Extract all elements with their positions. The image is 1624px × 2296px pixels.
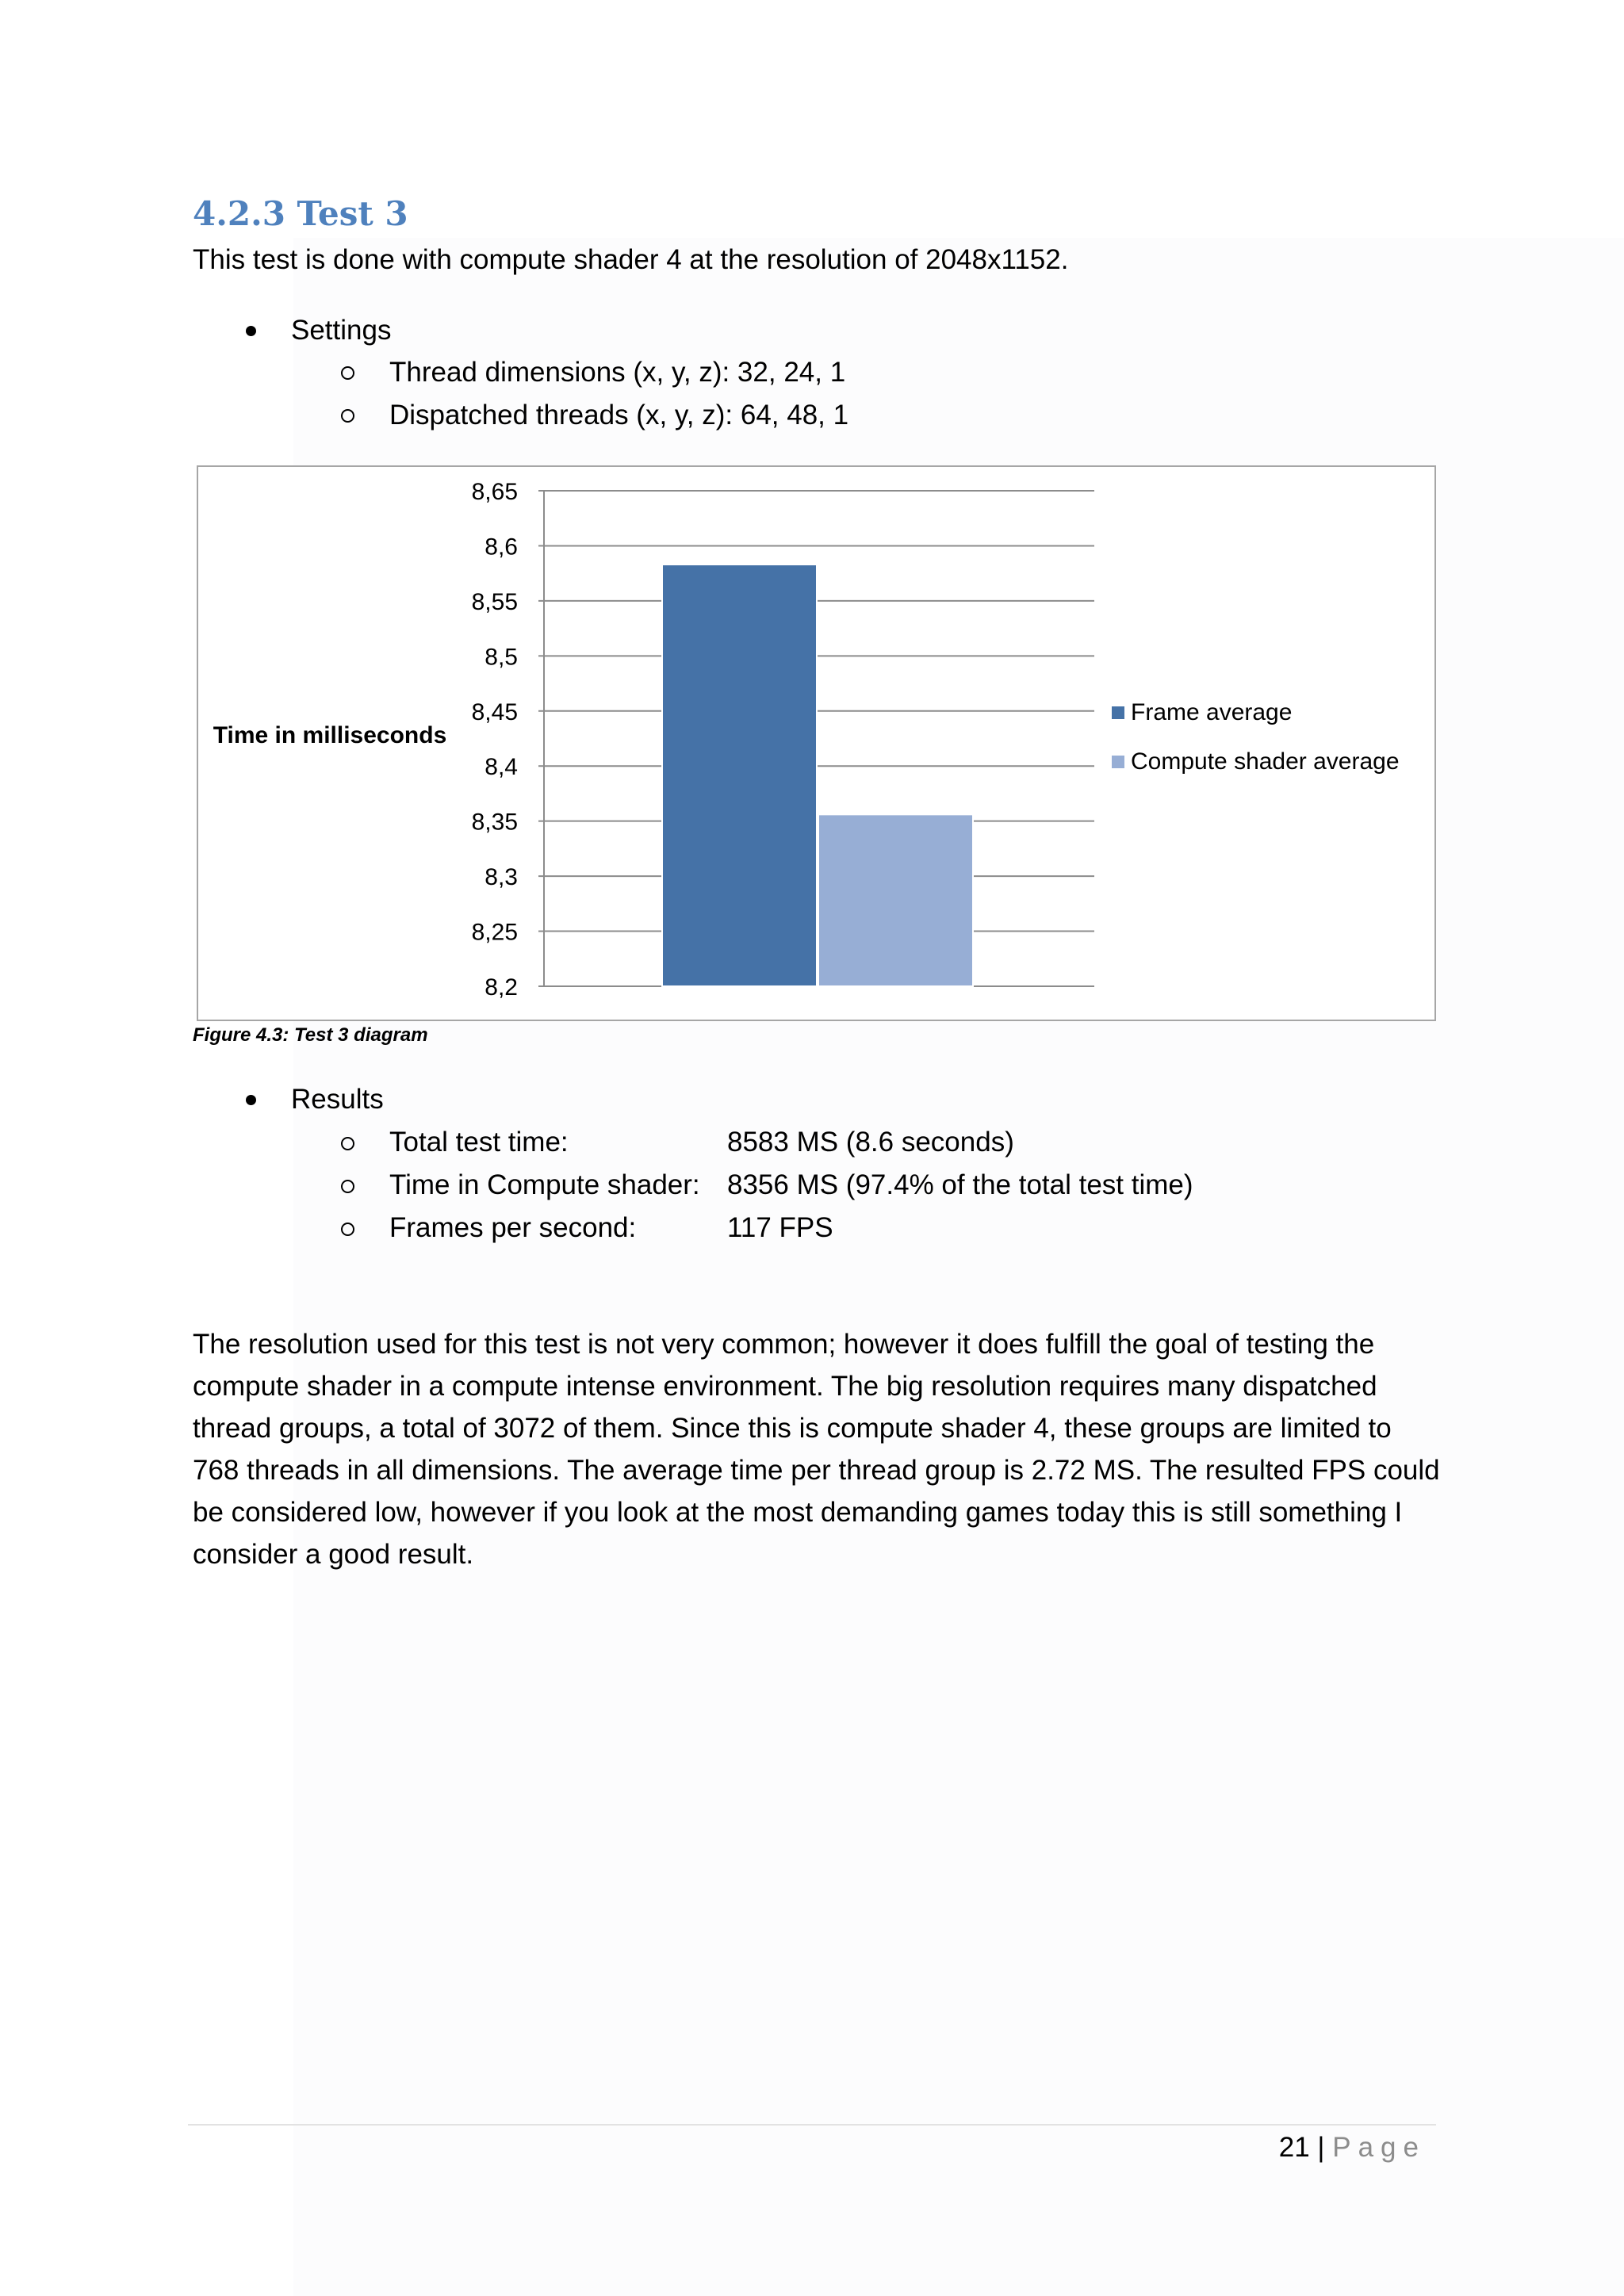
legend-swatch [1112, 756, 1124, 768]
page-label: Page [1332, 2132, 1426, 2163]
page-number: 21 [1278, 2132, 1310, 2163]
result-label-total-test-time: Total test time: [389, 1127, 569, 1158]
figure-caption: Figure 4.3: Test 3 diagram [193, 1024, 428, 1046]
circle-bullet-icon [341, 1137, 354, 1150]
y-tick-label: 8,45 [471, 698, 518, 725]
bar-chart-svg [198, 467, 1438, 1023]
legend-label: Compute shader average [1131, 748, 1400, 775]
circle-bullet-icon [341, 366, 354, 380]
footer-divider [188, 2124, 1436, 2126]
result-value-total-test-time: 8583 MS (8.6 seconds) [727, 1127, 1014, 1158]
settings-item-dispatched-threads: Dispatched threads (x, y, z): 64, 48, 1 [389, 400, 849, 430]
y-tick-label: 8,6 [485, 534, 518, 561]
y-tick-label: 8,25 [471, 919, 518, 946]
y-tick-label: 8,3 [485, 864, 518, 891]
y-axis-label: Time in milliseconds [213, 722, 447, 748]
paragraph-line: consider a good result. [193, 1539, 474, 1570]
y-tick-label: 8,5 [485, 644, 518, 671]
paragraph-line: 768 threads in all dimensions. The average time per thread group is 2.72 MS. The resulted FPS could [193, 1455, 1440, 1486]
y-tick-label: 8,55 [471, 588, 518, 615]
legend-swatch [1112, 706, 1124, 719]
circle-bullet-icon [341, 409, 354, 423]
y-tick-label: 8,4 [485, 754, 518, 781]
bar-0 [662, 564, 817, 986]
y-tick-label: 8,2 [485, 974, 518, 1001]
paragraph-line: be considered low, however if you look at the most demanding games today this is still something I [193, 1497, 1403, 1528]
paragraph-line: The resolution used for this test is not very common; however it does fulfill the goal of testing the [193, 1329, 1375, 1360]
paragraph-line: compute shader in a compute intense environment. The big resolution requires many dispatched [193, 1371, 1377, 1402]
paragraph-line: thread groups, a total of 3072 of them. Since this is compute shader 4, these groups are limited to [193, 1413, 1392, 1444]
footer-separator: | [1317, 2132, 1325, 2163]
y-tick-label: 8,35 [471, 809, 518, 836]
circle-bullet-icon [341, 1180, 354, 1193]
settings-label: Settings [291, 315, 392, 346]
result-label-compute-shader-time: Time in Compute shader: [389, 1169, 700, 1200]
result-value-compute-shader-time: 8356 MS (97.4% of the total test time) [727, 1169, 1193, 1200]
y-tick-label: 8,65 [471, 479, 518, 505]
legend-label: Frame average [1131, 699, 1293, 725]
bar-1 [818, 814, 973, 986]
circle-bullet-icon [341, 1223, 354, 1236]
intro-text: This test is done with compute shader 4 at the resolution of 2048x1152. [193, 244, 1069, 275]
settings-item-thread-dimensions: Thread dimensions (x, y, z): 32, 24, 1 [389, 357, 846, 388]
result-label-frames-per-second: Frames per second: [389, 1212, 637, 1243]
section-heading: 4.2.3 Test 3 [193, 194, 408, 233]
bullet-icon [246, 326, 256, 336]
bullet-icon [246, 1095, 256, 1105]
results-label: Results [291, 1084, 384, 1115]
page-footer [1279, 2130, 1426, 2165]
result-value-frames-per-second: 117 FPS [727, 1212, 833, 1243]
bar-chart [197, 465, 1436, 1021]
